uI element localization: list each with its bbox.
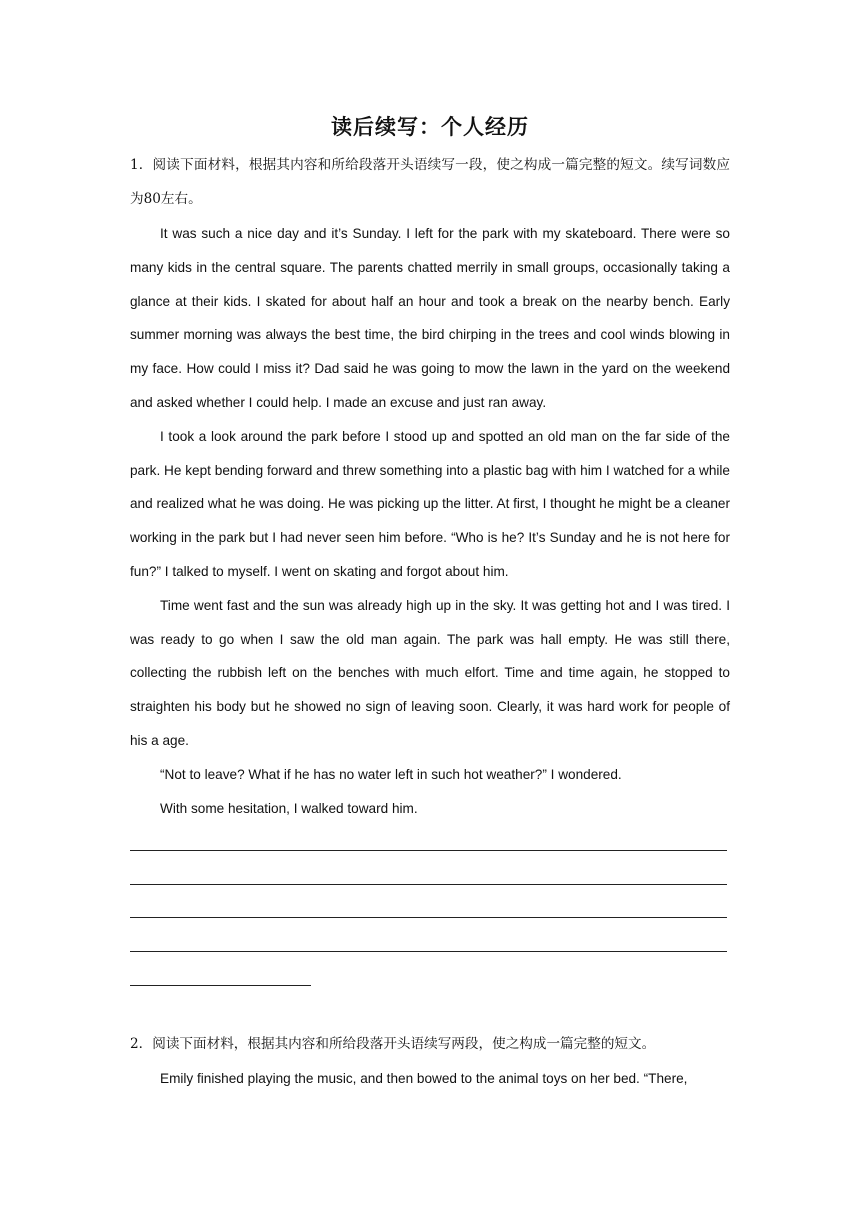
- question-1-instruction: 1．阅读下面材料，根据其内容和所给段落开头语续写一段，使之构成一篇完整的短文。续写词数应为80左右。: [130, 157, 730, 207]
- page-title: 读后续写：个人经历: [331, 114, 529, 139]
- answer-line: [130, 817, 727, 851]
- passage-paragraph-4: “Not to leave? What if he has no water left in such hot weather?” I wondered.: [160, 766, 622, 782]
- answer-line-short: [130, 952, 311, 986]
- answer-line: [130, 851, 727, 885]
- passage-paragraph-1: It was such a nice day and it’s Sunday. I left for the park with my skateboard. There were so many kids in the central square. The parents chatted merrily in small groups, occasionally taking a glance at their kids. I skated for about half an hour and took a break on the nearby bench. Early summer morning was always the best time, the bird chirping in the trees and cool winds blowing in my face. How could I miss it? Dad said he was going to mow the lawn in the yard on the weekend and asked whether I could help. I made an excuse and just ran away.: [130, 226, 730, 410]
- question-2-instruction: 2．阅读下面材料，根据其内容和所给段落开头语续写两段，使之构成一篇完整的短文。: [130, 1036, 656, 1052]
- passage-paragraph-3: Time went fast and the sun was already high up in the sky. It was getting hot and I was tired. I was ready to go when I saw the old man again. The park was hall empty. He was still there, collecting the rubbish left on the benches with much elfort. Time and time again, he stopped to straighten his body but he showed no sign of leaving soon. Clearly, it was hard work for people of his a age.: [130, 597, 730, 748]
- question-2-passage: [130, 1062, 730, 1096]
- answer-writing-area[interactable]: [130, 830, 730, 999]
- passage-paragraph-5: With some hesitation, I walked toward him.: [160, 800, 418, 816]
- answer-line: [130, 885, 727, 919]
- passage-paragraph-2: I took a look around the park before I stood up and spotted an old man on the far side of the park. He kept bending forward and threw something into a plastic bag with him I watched for a while and realized what he was doing. He was picking up the litter. At first, I thought he might be a cleaner working in the park but I had never seen him before. “Who is he? It’s Sunday and he is not here for fun?” I talked to myself. I went on skating and forgot about him.: [130, 428, 730, 579]
- question-1-passage: [130, 217, 730, 825]
- answer-line: [130, 918, 727, 952]
- question-2-first-line: Emily finished playing the music, and then bowed to the animal toys on her bed. “There,: [160, 1071, 688, 1086]
